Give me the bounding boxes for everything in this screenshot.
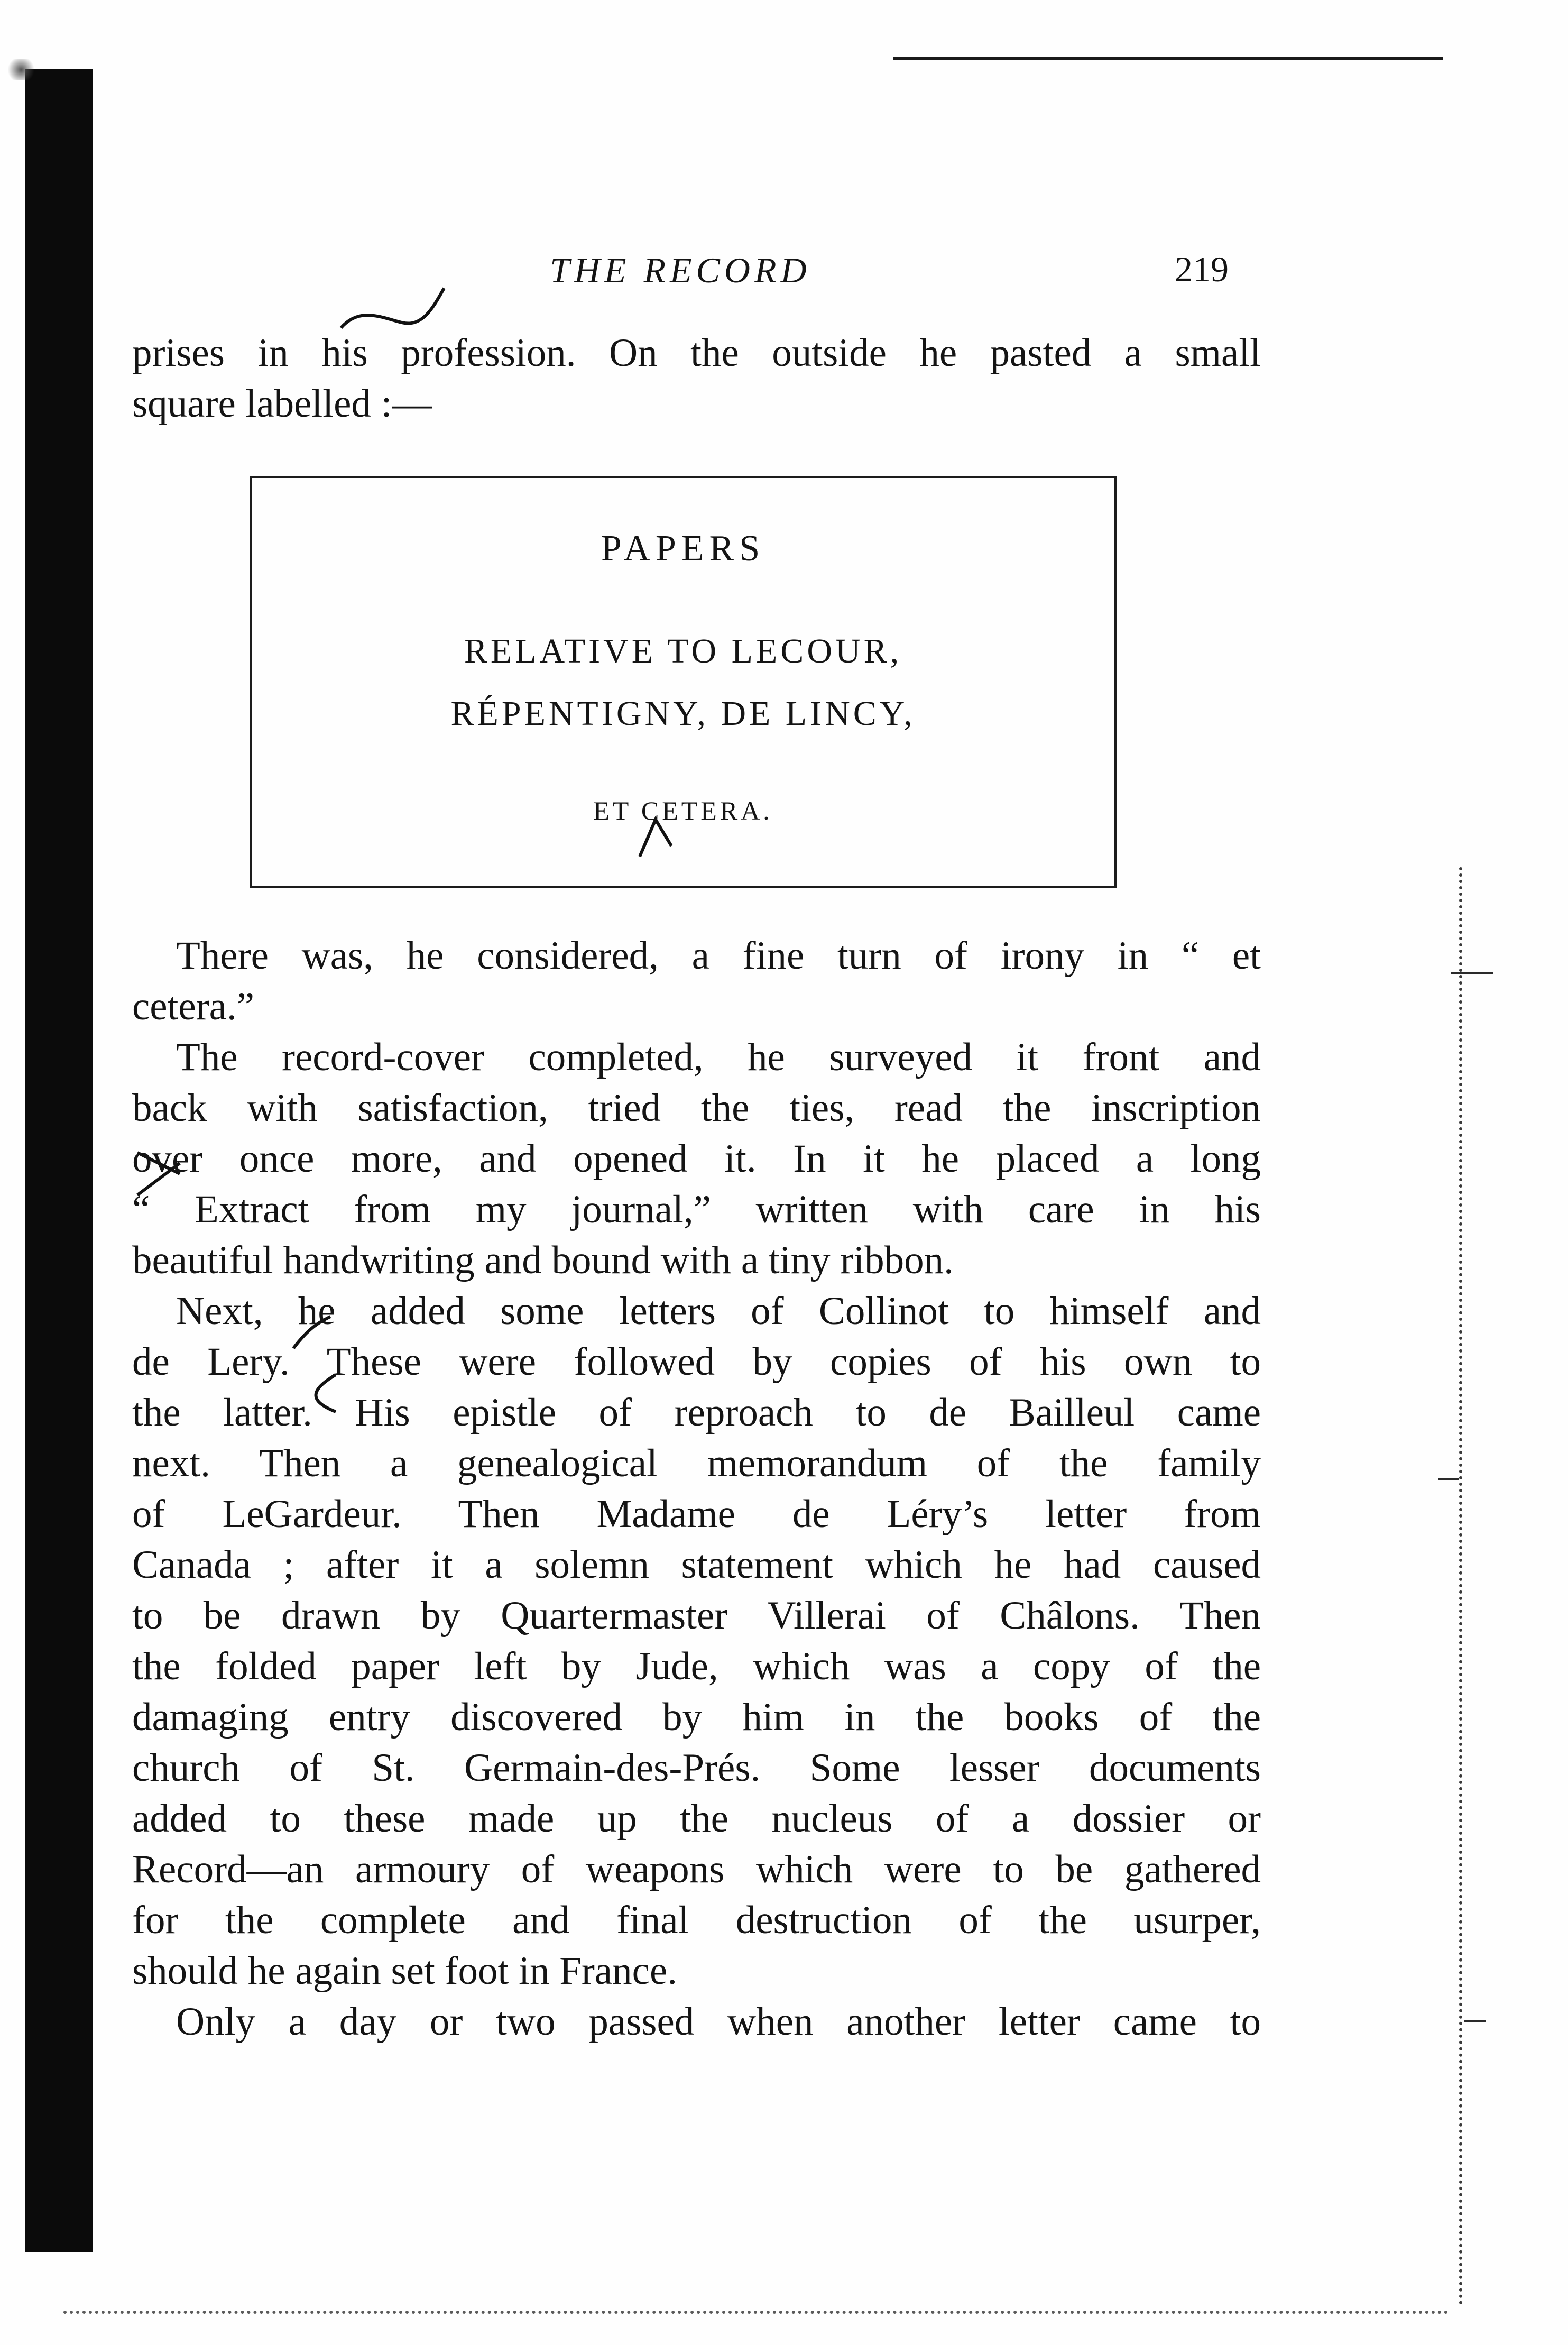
text-line: Next, he added some letters of Collinot to himself and (176, 1289, 1261, 1333)
text-line: next. Then a genealogical memorandum of the family (132, 1441, 1261, 1485)
pen-scribble (338, 286, 449, 333)
text-line: to be drawn by Quartermaster Villerai of Châlons. Then (132, 1594, 1261, 1638)
label-title: PAPERS (601, 528, 765, 569)
label-line: RELATIVE TO LECOUR, (464, 632, 902, 670)
scan-right-edge (1459, 867, 1466, 2305)
label-line: ET CETERA. (593, 796, 773, 825)
text-line: added to these made up the nucleus of a dossier or (132, 1797, 1261, 1841)
text-line: prises in his profession. On the outside he pasted a small (132, 331, 1261, 375)
scan-bottom-edge (63, 2311, 1449, 2321)
label-box (250, 476, 1117, 888)
label-line: RÉPENTIGNY, DE LINCY, (450, 694, 916, 733)
text-line: de Lery. These were followed by copies of his own to (132, 1340, 1261, 1384)
text-line: the folded paper left by Jude, which was a copy of the (132, 1644, 1261, 1688)
text-line: church of St. Germain-des-Prés. Some lesser documents (132, 1746, 1261, 1790)
text-line: should he again set foot in France. (132, 1949, 677, 1993)
text-line: the latter. His epistle of reproach to de Bailleul came (132, 1391, 1261, 1434)
text-line: for the complete and final destruction of the usurper, (132, 1898, 1261, 1942)
text-line: square labelled :— (132, 382, 432, 426)
scan-edge-line (893, 57, 1443, 66)
text-line: damaging entry discovered by him in the books of the (132, 1695, 1261, 1739)
binding-shadow (25, 69, 93, 2252)
scan-tick (1464, 2020, 1486, 2022)
text-line: beautiful handwriting and bound with a tiny ribbon. (132, 1238, 954, 1282)
text-line: cetera.” (132, 985, 255, 1028)
text-line: The record-cover completed, he surveyed it front and (176, 1035, 1261, 1079)
text-line: of LeGardeur. Then Madame de Léry’s letter from (132, 1492, 1261, 1536)
text-line: Record—an armoury of weapons which were to be gathered (132, 1847, 1261, 1891)
text-line: Canada ; after it a solemn statement which he had caused (132, 1543, 1261, 1587)
text-line: “ Extract from my journal,” written with care in his (132, 1188, 1261, 1231)
scan-tick (1438, 1478, 1459, 1480)
scan-smudge (5, 59, 37, 80)
text-line: back with satisfaction, tried the ties, read the inscription (132, 1086, 1261, 1130)
text-line: There was, he considered, a fine turn of irony in “ et (176, 934, 1261, 978)
scan-tick (1451, 972, 1493, 974)
page-number: 219 (1175, 249, 1229, 289)
text-line: Only a day or two passed when another letter came to (176, 2000, 1261, 2044)
running-head: THE RECORD (550, 250, 811, 290)
text-line: over once more, and opened it. In it he placed a long (132, 1137, 1261, 1181)
